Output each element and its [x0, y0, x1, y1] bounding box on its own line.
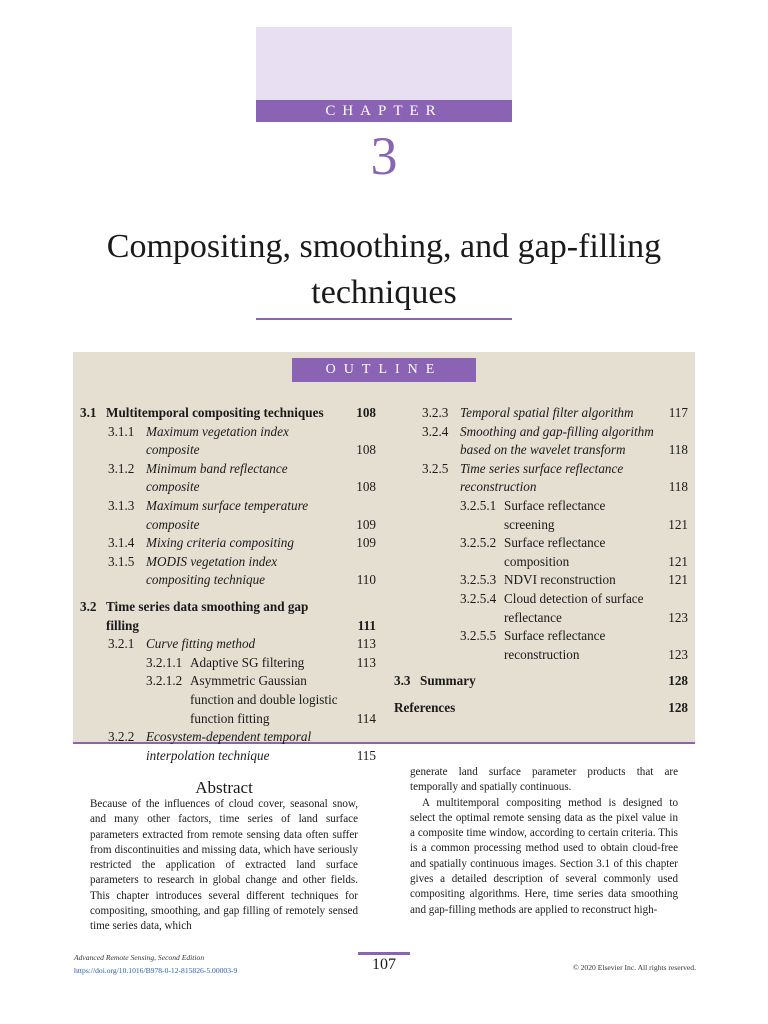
outline-entry-title: Summary [420, 673, 476, 689]
outline-entry-page: 109 [356, 535, 376, 551]
outline-entry-number: 3.2 [80, 598, 97, 614]
outline-entry-title: Curve fitting method [146, 636, 256, 652]
outline-entry[interactable] [394, 460, 688, 497]
outline-entry-page: 115 [356, 747, 376, 763]
outline-entry-title: Minimum band reflectance composite [146, 460, 288, 495]
outline-entry-page: 123 [668, 646, 688, 662]
outline-entry-title: Temporal spatial filter algorithm [460, 405, 634, 420]
title-rule [256, 318, 512, 320]
copyright: © 2020 Elsevier Inc. All rights reserved. [572, 963, 696, 972]
outline-entry-page: 123 [668, 609, 688, 625]
outline-entry-title: Time series surface reflectance reconstruction [460, 460, 624, 495]
outline-entry-title: Maximum vegetation index composite [146, 423, 289, 458]
footer-rule [358, 952, 410, 955]
outline-entry-title: References [394, 699, 456, 715]
outline-entry[interactable] [394, 627, 688, 664]
outline-entry-page: 113 [356, 636, 376, 652]
chapter-header-box [256, 27, 512, 100]
outline-entry[interactable] [394, 497, 688, 534]
outline-entry-title: Maximum surface temperature composite [146, 497, 309, 532]
outline-entry-page: 108 [356, 479, 376, 495]
outline-entry-title: Ecosystem-dependent temporal interpolation technique [146, 729, 312, 763]
body-paragraph-1: generate land surface parameter products that are temporally and spatially continuous. [410, 766, 678, 794]
outline-right-column [394, 404, 688, 718]
outline-entry-page: 111 [357, 617, 376, 633]
outline-entry-title: Mixing criteria compositing [146, 535, 294, 551]
outline-entry-number: 3.2.5.5 [460, 628, 497, 644]
outline-entry-title: Surface reflectance reconstruction [504, 628, 606, 662]
abstract-text: Because of the influences of cloud cover, seasonal snow, and many other factors, time series of land surface parameters extracted from remote sensing data often suffer from discontinuities and missing data, which have seriously restricted the application of extracted land surface parameters to research in global change and other fields. This chapter introduces several different techniques for compositing, smoothing, and gap filling of remotely sensed time series data, which [90, 798, 358, 933]
outline-entry-page: 128 [668, 699, 688, 715]
outline-entry-number: 3.2.1.2 [146, 673, 183, 689]
outline-entry[interactable] [80, 423, 376, 460]
chapter-title-line-1: Compositing, smoothing, and gap-filling [106, 228, 662, 265]
outline-left-column [80, 404, 376, 765]
outline-entry[interactable] [80, 553, 376, 590]
outline-entry-number: 3.3 [394, 673, 411, 689]
doi-link[interactable]: https://doi.org/10.1016/B978-0-12-815826-5.00003-9 [74, 966, 238, 975]
outline-entry-number: 3.2.5.4 [460, 590, 497, 606]
chapter-title [40, 224, 728, 316]
outline-entry[interactable] [80, 635, 376, 654]
outline-entry-page: 121 [668, 516, 688, 532]
outline-entry-title: Time series data smoothing and gap filling [106, 598, 309, 633]
outline-entry[interactable] [394, 423, 688, 460]
outline-entry-page: 121 [668, 572, 688, 588]
outline-entry-number: 3.2.5.2 [460, 535, 497, 551]
outline-entry[interactable] [80, 598, 376, 635]
outline-entry[interactable] [394, 404, 688, 423]
outline-entry[interactable] [80, 654, 376, 673]
footer-citation [74, 951, 237, 977]
outline-entry-number: 3.2.1.1 [146, 654, 183, 670]
abstract-heading: Abstract [195, 778, 253, 797]
outline-entry-title: Asymmetric Gaussian function and double logistic function fitting [190, 673, 338, 726]
outline-entry-page: 108 [356, 442, 376, 458]
outline-entry-title: Adaptive SG filtering [190, 654, 305, 670]
outline-entry-title: Multitemporal compositing techniques [106, 405, 324, 420]
outline-entry[interactable] [394, 672, 688, 691]
outline-entry-title: NDVI reconstruction [504, 572, 616, 588]
outline-entry-title: Surface reflectance composition [504, 535, 606, 569]
outline-entry[interactable] [80, 534, 376, 553]
outline-entry-number: 3.1.4 [108, 535, 135, 551]
outline-entry-page: 118 [668, 442, 688, 458]
page-number: 107 [372, 956, 396, 973]
outline-entry-page: 121 [668, 553, 688, 569]
outline-entry[interactable] [394, 699, 688, 718]
outline-entry-title: MODIS vegetation index compositing technique [146, 553, 278, 588]
outline-entry-number: 3.1.2 [108, 460, 135, 476]
outline-entry-number: 3.2.1 [108, 636, 135, 652]
outline-entry-page: 114 [356, 710, 376, 726]
outline-entry-number: 3.2.5.3 [460, 572, 497, 588]
outline-entry-page: 117 [668, 405, 688, 420]
body-paragraph-2: A multitemporal compositing method is designed to select the optimal remote sensing data as the pixel value in a composite time window, according to certain criteria. This is a common processing method used to obtain cloud-free and spatially continuous images. Section 3.1 of this chapter gives a detailed description of several commonly used compositing algorithms. Here, time series data smoothing and gap-filling methods are applied to reconstruct high- [410, 796, 678, 916]
outline-entry-title: Smoothing and gap-filling algorithm based on the wavelet transform [460, 423, 654, 458]
outline-entry-title: Surface reflectance screening [504, 497, 606, 532]
outline-entry[interactable] [80, 672, 376, 728]
outline-entry-page: 118 [668, 479, 688, 495]
outline-entry-number: 3.2.2 [108, 729, 135, 745]
outline-entry-title: Cloud detection of surface reflectance [504, 590, 644, 625]
outline-entry-number: 3.1.5 [108, 553, 135, 569]
body-column [410, 765, 678, 918]
outline-entry-number: 3.1.1 [108, 423, 135, 439]
outline-entry-number: 3.2.4 [422, 423, 449, 439]
outline-entry-page: 109 [356, 516, 376, 532]
outline-entry[interactable] [394, 590, 688, 627]
outline-entry-number: 3.1.3 [108, 497, 135, 513]
outline-label: OUTLINE [292, 358, 476, 382]
chapter-label: CHAPTER [256, 100, 512, 122]
outline-entry-number: 3.2.5 [422, 460, 449, 476]
book-title: Advanced Remote Sensing, Second Edition [74, 953, 205, 962]
chapter-title-line-2: techniques [311, 274, 457, 311]
outline-entry-page: 110 [356, 572, 376, 588]
outline-entry-number: 3.2.3 [422, 405, 449, 420]
outline-entry-page: 128 [668, 673, 688, 689]
outline-entry[interactable] [80, 497, 376, 534]
outline-entry[interactable] [80, 460, 376, 497]
outline-entry-page: 113 [356, 654, 376, 670]
outline-entry[interactable] [80, 404, 376, 423]
outline-entry-number: 3.1 [80, 405, 97, 420]
outline-entry[interactable] [80, 728, 376, 765]
outline-entry[interactable] [394, 534, 688, 571]
outline-entry[interactable] [394, 571, 688, 590]
outline-entry-page: 108 [356, 405, 376, 420]
outline-entry-number: 3.2.5.1 [460, 497, 497, 513]
chapter-number: 3 [370, 126, 398, 186]
